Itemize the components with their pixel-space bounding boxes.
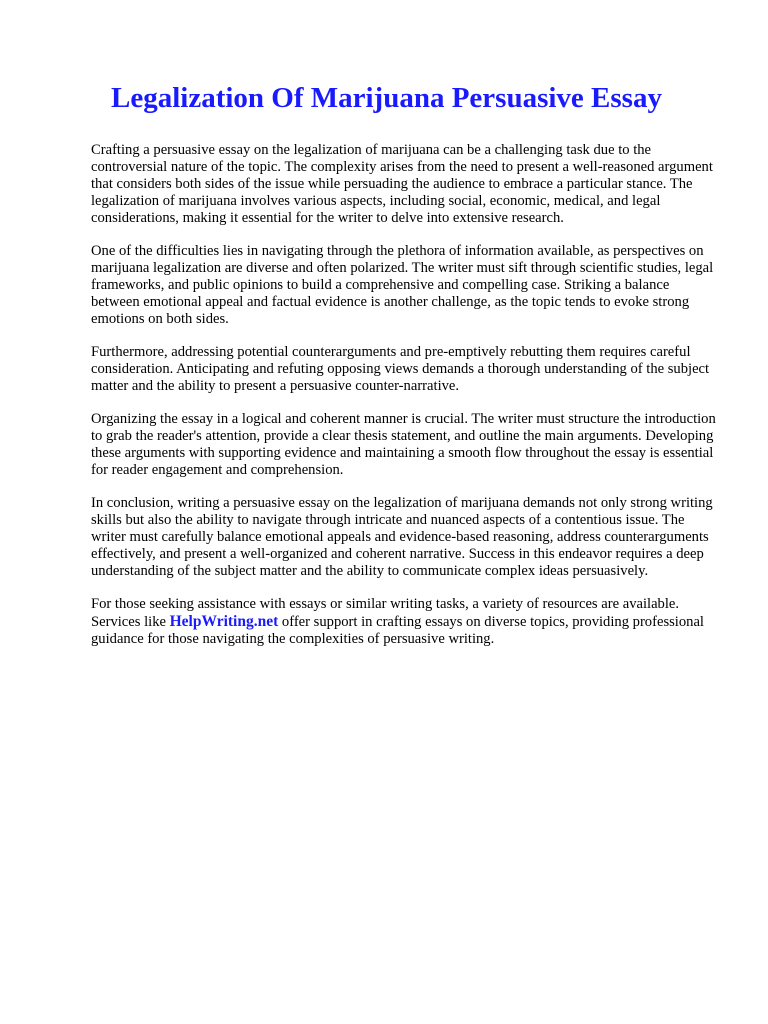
paragraph-organization: Organizing the essay in a logical and coherent manner is crucial. The writer must structure the introduction to grab the reader's attention, provide a clear thesis statement, and outline the main arguments. Developing these arguments with supporting evidence and maintaining a smooth flow throughout the essay is essential for reader engagement and comprehension. — [91, 411, 716, 478]
page-title: Legalization Of Marijuana Persuasive Essay — [111, 82, 662, 114]
resources-text-after-link: offer support in crafting essays on diverse topics, providing professional guidance for those navigating the complexities of persuasive writing. — [91, 614, 704, 647]
paragraph-counterarguments: Furthermore, addressing potential counterarguments and pre-emptively rebutting them requires careful consideration. Anticipating and refuting opposing views demands a thorough understanding of the subject matter and the ability to present a persuasive counter-narrative. — [91, 344, 710, 394]
paragraph-conclusion: In conclusion, writing a persuasive essay on the legalization of marijuana demands not only strong writing skills but also the ability to navigate through intricate and nuanced aspects of a contentious issue. The writer must carefully balance emotional appeals and evidence-based reasoning, address counterarguments effectively, and present a well-organized and coherent narrative. Success in this endeavor requires a deep understanding of the subject matter and the ability to communicate complex ideas persuasively. — [91, 495, 713, 579]
paragraph-difficulties: One of the difficulties lies in navigating through the plethora of information available, as perspectives on marijuana legalization are diverse and often polarized. The writer must sift through scientific studies, legal frameworks, and public opinions to build a comprehensive and compelling case. Striking a balance between emotional appeal and factual evidence is another challenge, as the topic tends to evoke strong emotions on both sides. — [91, 243, 714, 327]
resources-text-before-link: For those seeking assistance with essays or similar writing tasks, a variety of resources are available. Services like — [91, 596, 680, 630]
helpwriting-link[interactable]: HelpWriting.net — [169, 613, 279, 630]
paragraph-resources — [91, 596, 719, 648]
paragraph-intro: Crafting a persuasive essay on the legalization of marijuana can be a challenging task due to the controversial nature of the topic. The complexity arises from the need to present a well-reasoned argument that considers both sides of the issue while persuading the audience to embrace a particular stance. The legalization of marijuana involves various aspects, including social, economic, medical, and legal considerations, making it essential for the writer to delve into extensive research. — [91, 142, 713, 226]
